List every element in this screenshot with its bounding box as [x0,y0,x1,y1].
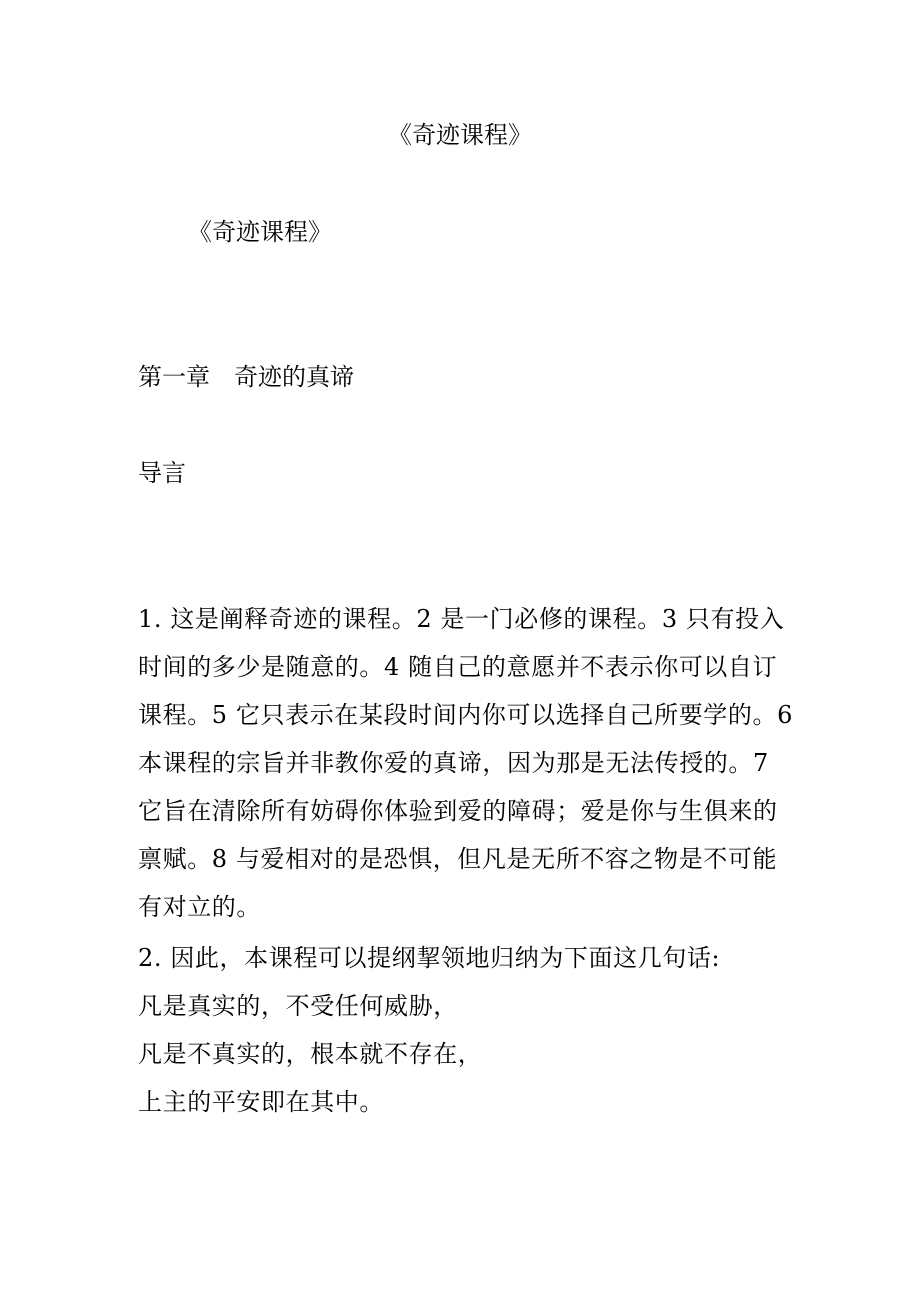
paragraph-2 [138,934,788,1126]
paragraph-1 [138,595,793,931]
paragraph-line: 课程。5 它只表示在某段时间内你可以选择自己所要学的。6 [138,701,793,729]
section-heading: 导言 [138,459,186,487]
paragraph-line: 上主的平安即在其中。 [138,1088,384,1116]
paragraph-line: 时间的多少是随意的。4 随自己的意愿并不表示你可以自订 [138,653,778,681]
paragraph-line: 凡是真实的，不受任何威胁， [138,992,458,1020]
chapter-name: 奇迹的真谛 [234,363,354,391]
paragraph-line: 2. 因此，本课程可以提纲挈领地归纳为下面这几句话: [138,944,721,972]
paragraph-line: 本课程的宗旨并非教你爱的真谛，因为那是无法传授的。7 [138,749,769,777]
paragraph-line: 凡是不真实的，根本就不存在， [138,1040,483,1068]
document-title: 《奇迹课程》 [388,121,532,149]
paragraph-line: 1. 这是阐释奇迹的课程。2 是一门必修的课程。3 只有投入 [138,605,785,633]
chapter-number: 第一章 [138,363,210,391]
paragraph-line: 禀赋。8 与爱相对的是恐惧，但凡是无所不容之物是不可能 [138,845,778,873]
chapter-heading [138,362,354,392]
document-subtitle: 《奇迹课程》 [188,218,332,246]
paragraph-line: 它旨在清除所有妨碍你体验到爱的障碍；爱是你与生俱来的 [138,797,778,825]
paragraph-line: 有对立的。 [138,893,261,921]
